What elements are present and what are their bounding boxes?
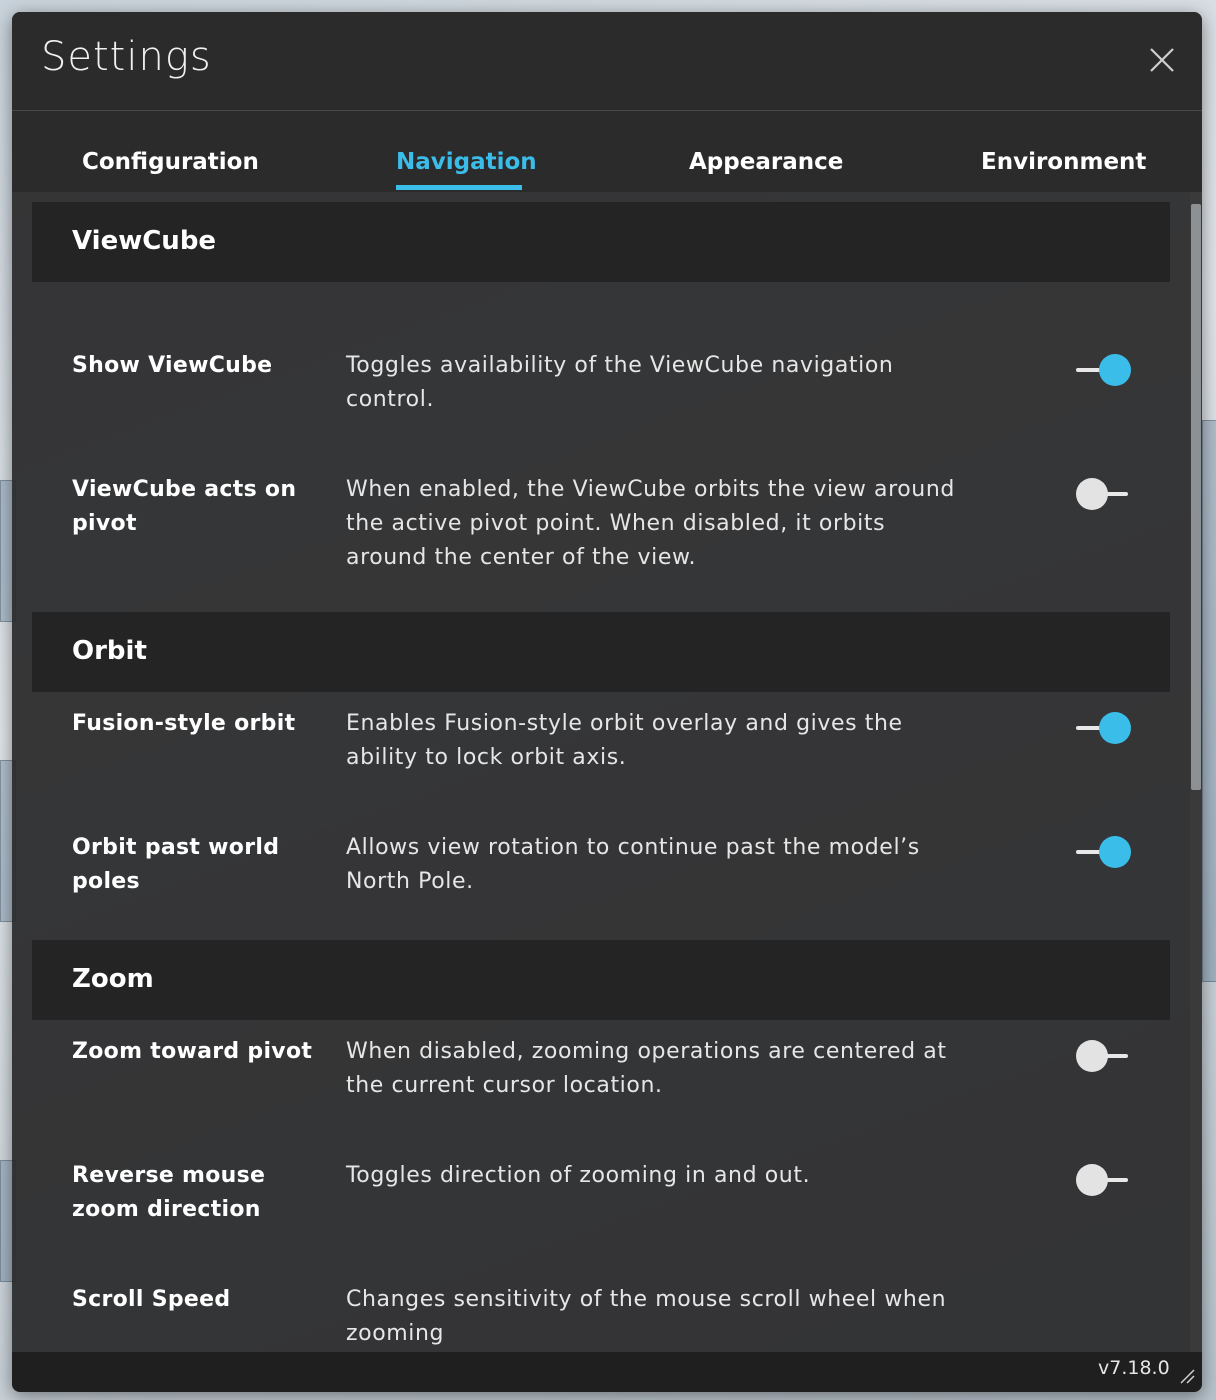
setting-description: Toggles availability of the ViewCube navigation control. [346, 353, 894, 412]
settings-dialog [12, 12, 1202, 1392]
section-header-orbit [32, 612, 1170, 692]
setting-label-viewcube-acts-on-pivot: ViewCube acts on pivot [72, 477, 297, 536]
setting-description: When enabled, the ViewCube orbits the view around the active pivot point. When disabled, it orbits around the center of the view. [346, 477, 955, 570]
close-button[interactable] [1148, 46, 1176, 74]
background-window-pane [1202, 420, 1216, 982]
section-title: Orbit [72, 636, 147, 666]
version-label: v7.18.0 [1098, 1357, 1170, 1379]
setting-description: Changes sensitivity of the mouse scroll wheel when zooming [346, 1287, 947, 1346]
setting-description: Enables Fusion-style orbit overlay and gives the ability to lock orbit axis. [346, 711, 903, 770]
content-scrollbar[interactable] [1190, 192, 1202, 1352]
toggle-knob [1076, 1164, 1108, 1196]
tab-environment[interactable]: Environment [981, 149, 1147, 175]
toggle-reverse-mouse-zoom[interactable] [1072, 1164, 1132, 1196]
section-header-viewcube [32, 202, 1170, 282]
dialog-footer [12, 1352, 1202, 1392]
tab-appearance[interactable]: Appearance [689, 149, 844, 175]
settings-content [12, 192, 1190, 1352]
toggle-viewcube-acts-on-pivot[interactable] [1072, 478, 1132, 510]
toggle-knob [1099, 836, 1131, 868]
section-title: Zoom [72, 964, 154, 994]
setting-label-orbit-past-world-poles: Orbit past world poles [72, 835, 280, 894]
toggle-orbit-past-world-poles[interactable] [1072, 836, 1132, 868]
setting-description: Toggles direction of zooming in and out. [346, 1163, 811, 1188]
setting-label-fusion-style-orbit: Fusion-style orbit [72, 711, 296, 736]
dialog-title: Settings [41, 34, 212, 80]
toggle-knob [1076, 1040, 1108, 1072]
scrollbar-thumb[interactable] [1191, 204, 1201, 790]
toggle-show-viewcube[interactable] [1072, 354, 1132, 386]
setting-label-scroll-speed: Scroll Speed [72, 1287, 231, 1312]
setting-label-reverse-mouse-zoom: Reverse mouse zoom direction [72, 1163, 266, 1222]
tab-navigation[interactable]: Navigation [396, 149, 537, 175]
dialog-header [12, 12, 1202, 111]
toggle-knob [1076, 478, 1108, 510]
close-icon [1148, 46, 1176, 74]
active-tab-indicator [396, 185, 522, 190]
setting-label-show-viewcube: Show ViewCube [72, 353, 273, 378]
toggle-fusion-style-orbit[interactable] [1072, 712, 1132, 744]
setting-label-zoom-toward-pivot: Zoom toward pivot [72, 1039, 313, 1064]
setting-description: When disabled, zooming operations are centered at the current cursor location. [346, 1039, 947, 1098]
setting-description: Allows view rotation to continue past the model’s North Pole. [346, 835, 920, 894]
section-header-zoom [32, 940, 1170, 1020]
tab-bar [12, 111, 1202, 192]
tab-configuration[interactable]: Configuration [82, 149, 259, 175]
resize-grip-icon[interactable] [1179, 1368, 1195, 1384]
section-title: ViewCube [72, 226, 217, 256]
toggle-knob [1099, 354, 1131, 386]
toggle-zoom-toward-pivot[interactable] [1072, 1040, 1132, 1072]
toggle-knob [1099, 712, 1131, 744]
